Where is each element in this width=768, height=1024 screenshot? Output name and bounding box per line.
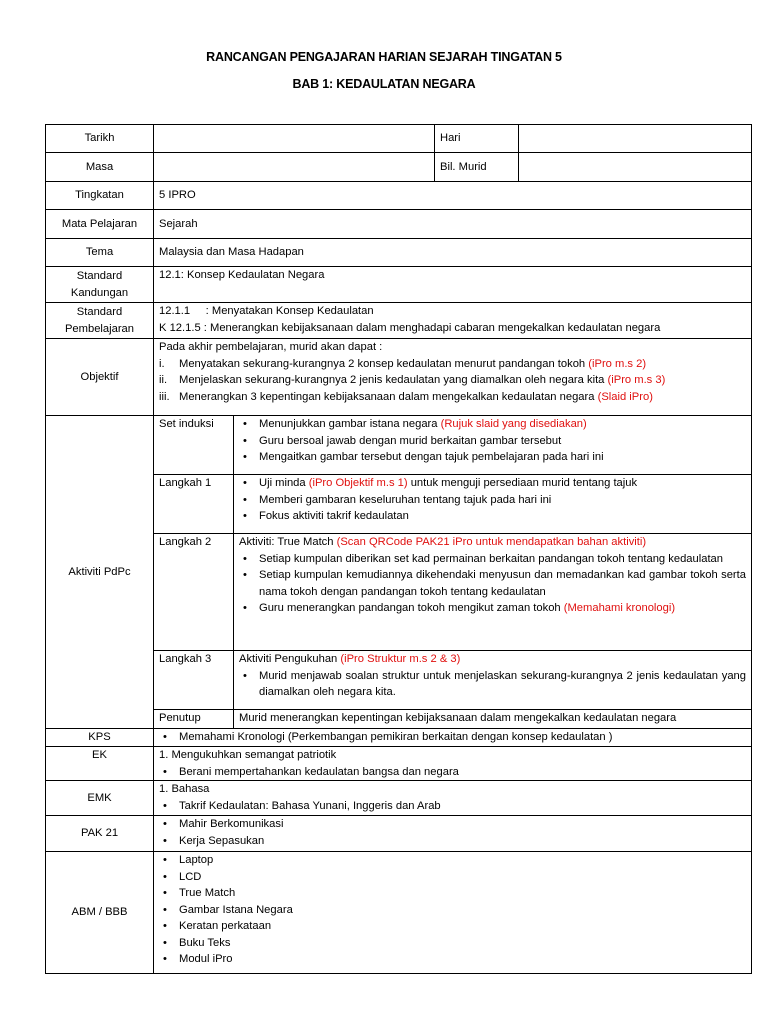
content-langkah-2 — [234, 534, 752, 651]
label-langkah-2: Langkah 2 — [154, 534, 234, 651]
value-masa — [154, 153, 435, 182]
list-item: • Guru bersoal jawab dengan murid berkaitan gambar tersebut — [239, 433, 746, 450]
list-item: • Memahami Kronologi (Perkembangan pemikiran berkaitan dengan konsep kedaulatan ) — [159, 729, 746, 746]
value-emk — [154, 781, 752, 816]
langkah-3-heading: Aktiviti Pengukuhan (iPro Struktur m.s 2 & 3) — [239, 653, 461, 665]
langkah-2-heading: Aktiviti: True Match (Scan QRCode PAK21 iPro untuk mendapatkan bahan aktiviti) — [239, 536, 647, 548]
row-emk — [46, 781, 752, 816]
sp-line-2: K 12.1.5 : Menerangkan kebijaksanaan dalam menghadapi cabaran mengekalkan kedaulatan negara — [159, 321, 661, 334]
ek-line: 1. Mengukuhkan semangat patriotik — [159, 749, 337, 761]
content-penutup: Murid menerangkan kepentingan kebijaksanaan dalam mengekalkan kedaulatan negara — [234, 710, 752, 729]
row-tarikh — [46, 125, 752, 153]
value-hari — [519, 125, 752, 153]
label-ek: EK — [46, 747, 154, 781]
label-pak21: PAK 21 — [46, 816, 154, 852]
list-item: • Fokus aktiviti takrif kedaulatan — [239, 508, 746, 525]
label-standard-kandungan: Standard Kandungan — [46, 267, 154, 303]
row-objektif — [46, 339, 752, 416]
label-set-induksi: Set induksi — [154, 416, 234, 475]
list-item: • Laptop — [159, 852, 746, 869]
emk-line: 1. Bahasa — [159, 783, 210, 795]
row-ek — [46, 747, 752, 781]
value-tingkatan: 5 IPRO — [154, 182, 752, 210]
list-item: • Mengaitkan gambar tersebut dengan tajuk pembelajaran pada hari ini — [239, 449, 746, 466]
label-aktiviti: Aktiviti PdPc — [46, 416, 154, 729]
value-bil-murid — [519, 153, 752, 182]
row-standard-kandungan — [46, 267, 752, 303]
row-pak21 — [46, 816, 752, 852]
list-item: • Memberi gambaran keseluruhan tentang tajuk pada hari ini — [239, 492, 746, 509]
label-objektif: Objektif — [46, 339, 154, 416]
row-standard-pembelajaran — [46, 303, 752, 339]
list-item: • True Match — [159, 885, 746, 902]
list-item: • Keratan perkataan — [159, 918, 746, 935]
label-langkah-1: Langkah 1 — [154, 475, 234, 534]
label-masa: Masa — [46, 153, 154, 182]
objektif-item: ii. Menjelaskan sekurang-kurangnya 2 jenis kedaulatan yang diamalkan oleh negara kita (iPro m.s 3) — [159, 374, 666, 386]
row-set-induksi — [46, 416, 752, 475]
content-langkah-3 — [234, 651, 752, 710]
row-tingkatan — [46, 182, 752, 210]
label-tingkatan: Tingkatan — [46, 182, 154, 210]
objektif-item: iii. Menerangkan 3 kepentingan kebijaksanaan dalam mengekalkan kedaulatan negara (Slaid iPro) — [159, 390, 653, 403]
label-abm: ABM / BBB — [46, 852, 154, 974]
content-langkah-1 — [234, 475, 752, 534]
list-item: • Berani mempertahankan kedaulatan bangsa dan negara — [159, 764, 746, 781]
list-item: • Murid menjawab soalan struktur untuk menjelaskan sekurang-kurangnya 2 jenis kedaulatan yang diamalkan oleh negara kita. — [239, 668, 746, 701]
value-mata-pelajaran: Sejarah — [154, 210, 752, 239]
label-kps: KPS — [46, 729, 154, 747]
row-mata-pelajaran — [46, 210, 752, 239]
label-emk: EMK — [46, 781, 154, 816]
list-item: • Uji minda (iPro Objektif m.s 1) untuk menguji persediaan murid tentang tajuk — [239, 475, 746, 492]
label-mata-pelajaran: Mata Pelajaran — [46, 210, 154, 239]
objektif-intro: Pada akhir pembelajaran, murid akan dapat : — [159, 341, 383, 353]
label-bil-murid: Bil. Murid — [435, 153, 519, 182]
label-hari: Hari — [435, 125, 519, 153]
row-kps — [46, 729, 752, 747]
value-kps — [154, 729, 752, 747]
content-set-induksi — [234, 416, 752, 475]
label-tarikh: Tarikh — [46, 125, 154, 153]
row-tema — [46, 239, 752, 267]
lesson-plan-table — [45, 124, 752, 974]
row-masa — [46, 153, 752, 182]
list-item: • Modul iPro — [159, 951, 746, 968]
list-item: • Buku Teks — [159, 935, 746, 952]
label-standard-pembelajaran: Standard Pembelajaran — [46, 303, 154, 339]
sp-line-1: 12.1.1 : Menyatakan Konsep Kedaulatan — [159, 305, 374, 317]
list-item: • Guru menerangkan pandangan tokoh mengikut zaman tokoh (Memahami kronologi) — [239, 600, 746, 617]
page-title: RANCANGAN PENGAJARAN HARIAN SEJARAH TINGATAN 5 — [206, 50, 562, 64]
list-item: • Setiap kumpulan diberikan set kad permainan berkaitan pandangan tokoh tentang kedaulatan — [239, 551, 746, 568]
objektif-item: i. Menyatakan sekurang-kurangnya 2 konsep kedaulatan menurut pandangan tokoh (iPro m.s 2) — [159, 357, 647, 370]
label-penutup: Penutup — [154, 710, 234, 729]
page-subtitle: BAB 1: KEDAULATAN NEGARA — [292, 77, 476, 91]
list-item: • Takrif Kedaulatan: Bahasa Yunani, Inggeris dan Arab — [159, 798, 746, 815]
value-standard-pembelajaran — [154, 303, 752, 339]
value-tema: Malaysia dan Masa Hadapan — [154, 239, 752, 267]
value-objektif — [154, 339, 752, 416]
label-tema: Tema — [46, 239, 154, 267]
value-abm — [154, 852, 752, 974]
value-ek — [154, 747, 752, 781]
list-item: • Mahir Berkomunikasi — [159, 816, 746, 833]
label-langkah-3: Langkah 3 — [154, 651, 234, 710]
list-item: • LCD — [159, 869, 746, 886]
list-item: • Gambar Istana Negara — [159, 902, 746, 919]
row-abm — [46, 852, 752, 974]
list-item: • Menunjukkan gambar istana negara (Rujuk slaid yang disediakan) — [239, 416, 746, 433]
value-pak21 — [154, 816, 752, 852]
list-item: • Setiap kumpulan kemudiannya dikehendaki menyusun dan memadankan kad gambar tokoh serta nama tokoh dengan pandangan tokoh tentang kedaulatan — [239, 567, 746, 600]
value-tarikh — [154, 125, 435, 153]
value-standard-kandungan: 12.1: Konsep Kedaulatan Negara — [154, 267, 752, 303]
list-item: • Kerja Sepasukan — [159, 833, 746, 850]
